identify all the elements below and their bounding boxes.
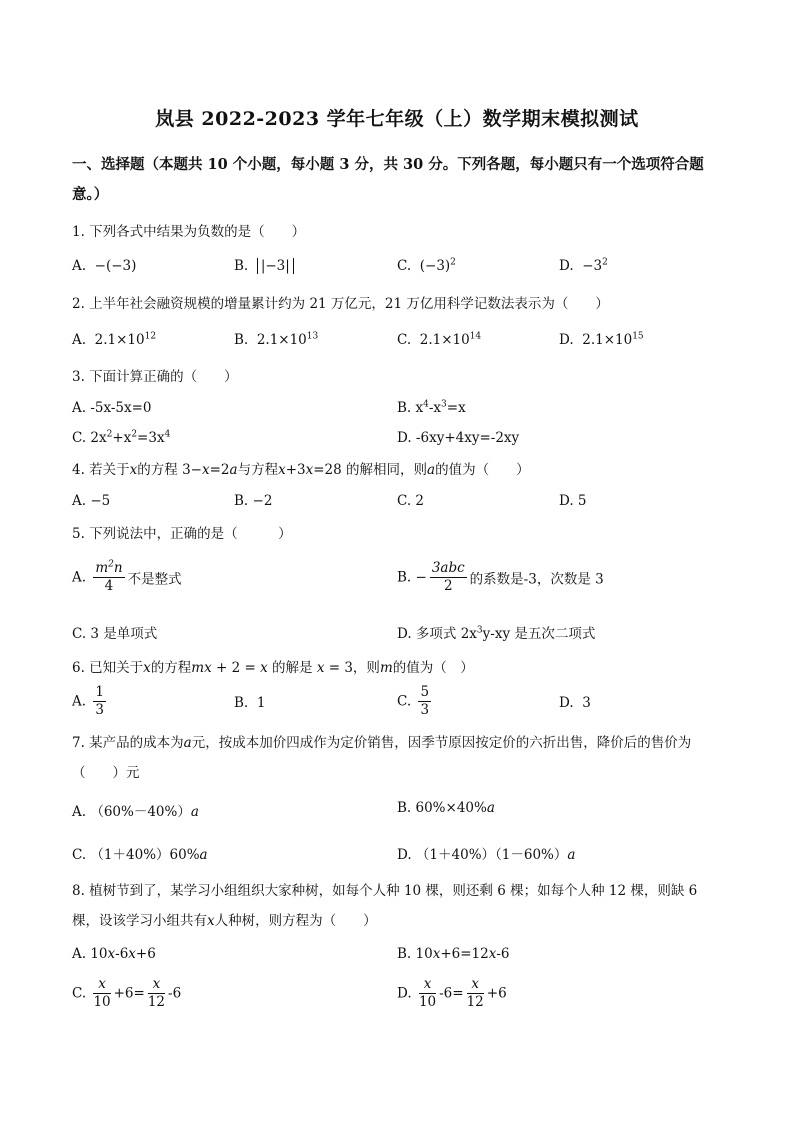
option-5a: A. $\frac{m^2n}{4}$ 不是整式	[72, 559, 182, 594]
page-title: 岚县 2022-2023 学年七年级（上）数学期末模拟测试	[155, 108, 639, 130]
question-1-options	[72, 258, 732, 282]
fraction-x-over-10: $\frac{x}{10}$	[93, 976, 111, 1010]
fraction-x-over-10-d: $\frac{x}{10}$	[418, 976, 437, 1010]
section-heading: 一、选择题（本题共 10 个小题，每小题 3 分，共 30 分。下列各题，每小题只有一个选项符合题意。）	[72, 156, 704, 203]
option-7d: D. （1＋40%）（1－60%）a	[397, 847, 576, 863]
option-7a: A. （60%－40%）a	[72, 804, 199, 820]
fraction-1-over-3: $\frac{1}{3}$	[95, 684, 104, 718]
option-6d: D. 3	[559, 695, 591, 711]
question-7-stem: 7. 某产品的成本为a元，按成本加价四成作为定价销售，因季节原因按定价的六折出售，降价后的售价为 （ ）元	[72, 735, 692, 781]
option-2c: C. $2.1\times 10^{14}$	[397, 331, 482, 348]
question-8-stem: 8. 植树节到了，某学习小组组织大家种树，如每个人种 10 棵，则还剩 6 棵；如每个人种 12 棵，则缺 6 棵，设该学习小组共有x人种树，则方程为（ ）	[72, 883, 698, 929]
option-3b: B. $x^4-x^3=x$	[397, 399, 466, 416]
option-2b: B. $2.1\times 10^{13}$	[234, 331, 319, 348]
fraction-x-over-12-d: $\frac{x}{12}$	[466, 976, 484, 1010]
option-4b: B. −2	[234, 493, 273, 509]
option-8d: D. $\frac{x}{10}$ -6= $\frac{x}{12}$ +6	[397, 976, 507, 1010]
question-5-options-row2	[72, 622, 732, 642]
option-4a: A. −5	[72, 493, 111, 509]
option-3a: A. -5x-5x=0	[72, 400, 152, 416]
fraction-3abc-over-2: $\frac{\text{3abc}}{2}$	[431, 560, 465, 594]
fraction-x-over-12: $\frac{x}{12}$	[147, 976, 166, 1010]
question-7-options-row1	[72, 800, 732, 820]
question-8-options-row1	[72, 946, 732, 966]
option-6b: B. 1	[234, 695, 266, 711]
fraction-m2n-over-4: $\frac{m^2n}{4}$	[95, 559, 123, 594]
question-5-options-row1	[72, 558, 732, 602]
option-4c: C. 2	[397, 493, 425, 509]
question-5-stem: 5. 下列说法中，正确的是（ ）	[72, 526, 292, 542]
question-4-stem: 4. 若关于x的方程 3−x=2a与方程x+3x=28 的解相同，则a的值为（ ）	[72, 462, 530, 478]
question-3-options-row1	[72, 400, 732, 420]
option-5b: B. − $\frac{\text{3abc}}{2}$ 的系数是-3，次数是 3	[397, 560, 604, 594]
question-6-stem: 6. 已知关于x的方程mx + 2 = x 的解是 x = 3，则m的值为（ ）	[72, 660, 474, 676]
option-1a: A. −(−3)	[72, 258, 137, 274]
option-1d: D. $-3^2$	[559, 257, 608, 274]
option-7c: C. （1＋40%）60%a	[72, 847, 208, 863]
question-4-options	[72, 493, 732, 513]
option-1b: B. |−3|	[234, 258, 294, 274]
question-3-options-row2	[72, 430, 732, 450]
option-6c: C. $\frac{5}{3}$	[397, 684, 430, 718]
option-4d: D. 5	[559, 493, 587, 509]
question-2-options	[72, 332, 732, 354]
option-5d: D. 多项式 $2x^3y-xy$ 是五次二项式	[397, 625, 596, 642]
option-8b: B. 10x+6=12x-6	[397, 946, 510, 962]
question-7-options-row2	[72, 843, 732, 863]
option-2a: A. $2.1\times 10^{12}$	[72, 331, 157, 348]
option-3c: C. $2x^2+x^2=3x^4$	[72, 429, 171, 446]
option-2d: D. $2.1\times 10^{15}$	[559, 331, 644, 348]
fraction-5-over-3: $\frac{5}{3}$	[420, 684, 430, 718]
option-8a: A. 10x-6x+6	[72, 946, 156, 962]
option-5c: C. 3 是单项式	[72, 626, 158, 642]
question-2-stem: 2. 上半年社会融资规模的增量累计约为 21 万亿元，21 万亿用科学记数法表示为（ ）	[72, 296, 609, 312]
question-3-stem: 3. 下面计算正确的（ ）	[72, 369, 238, 385]
question-1-stem: 1. 下列各式中结果为负数的是（ ）	[72, 224, 306, 240]
option-8c: C. $\frac{x}{10}$ +6= $\frac{x}{12}$ -6	[72, 976, 182, 1010]
option-3d: D. -6xy+4xy=-2xy	[397, 430, 520, 446]
option-1c: C. $(-3)^2$	[397, 257, 456, 274]
option-7b: B. 60%×40%a	[397, 800, 495, 816]
question-8-options-row2	[72, 976, 732, 1018]
question-6-options	[72, 684, 732, 724]
option-6a: A. $\frac{1}{3}$	[72, 684, 104, 718]
